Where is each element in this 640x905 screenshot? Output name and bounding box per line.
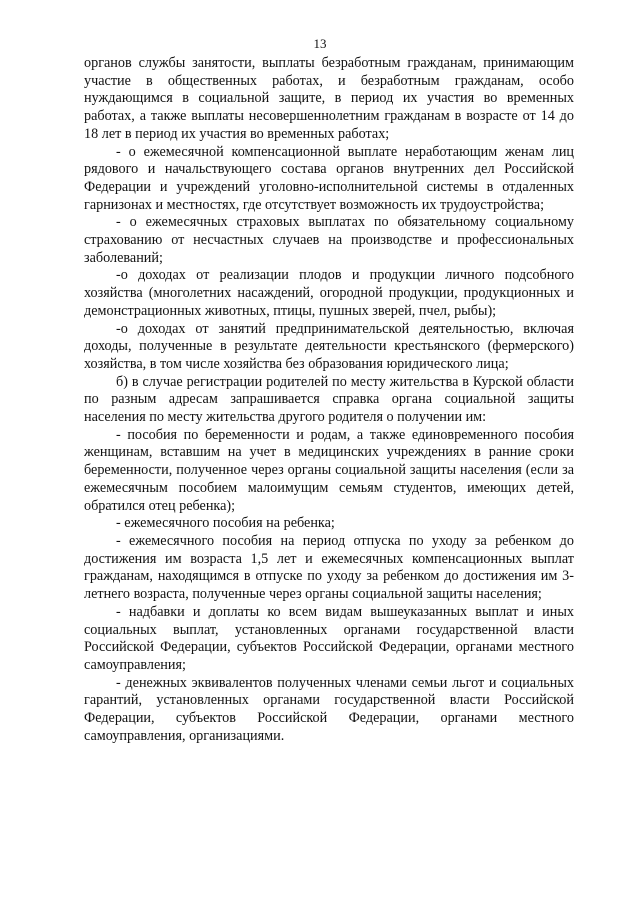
paragraph: - ежемесячного пособия на период отпуска по уходу за ребенком до достижения им возраста 1,5 лет и ежемесячных компенсационных выплат гражданам, находящимся в отпуске по уходу за ребенком до достижения им 3-летнего возраста, полученные через органы социальной защиты населения; bbox=[84, 532, 574, 603]
paragraph: - ежемесячного пособия на ребенка; bbox=[116, 515, 335, 532]
paragraph: - пособия по беременности и родам, а также единовременного пособия женщинам, вставшим на учет в медицинских учреждениях в ранние сроки беременности, полученное через органы социальной защиты населения (если за ежемесячным пособием малоимущим семьям студентов, имеющих детей, обратился отец ребенка); bbox=[84, 426, 574, 514]
paragraph: -о доходах от занятий предпринимательской деятельностью, включая доходы, полученные в результате деятельности крестьянского (фермерского) хозяйства, в том числе хозяйства без образования юридического лица; bbox=[84, 320, 574, 372]
paragraph: - о ежемесячной компенсационной выплате неработающим женам лиц рядового и начальствующего состава органов внутренних дел Российской Федерации и учреждений уголовно-исполнительной системы в отдаленных гарнизонах и местностях, где отсутствует возможность их трудоустройства; bbox=[84, 143, 574, 213]
paragraph: - о ежемесячных страховых выплатах по обязательному социальному страхованию от несчастных случаев на производстве и профессиональных заболеваний; bbox=[84, 214, 574, 266]
document-body bbox=[84, 55, 574, 745]
paragraph: - денежных эквивалентов полученных членами семьи льгот и социальных гарантий, установленных органами государственной власти Российской Федерации, субъектов Российской Федерации, органами местного самоуправления, организациями. bbox=[84, 674, 574, 744]
paragraph: -о доходах от реализации плодов и продукции личного подсобного хозяйства (многолетних насаждений, огородной продукции, продукционных и демонстрационных животных, птицы, пушных зверей, пчел, рыбы); bbox=[84, 267, 574, 319]
paragraph: б) в случае регистрации родителей по месту жительства в Курской области по разным адресам запрашивается справка органа социальной защиты населения по месту жительства другого родителя о получении им: bbox=[84, 373, 574, 426]
paragraph: - надбавки и доплаты ко всем видам вышеуказанных выплат и иных социальных выплат, установленных органами государственной власти Российской Федерации, субъектов Российской Федерации, органами местного самоуправления; bbox=[84, 603, 574, 673]
page-number: 13 bbox=[313, 36, 327, 51]
paragraph: органов службы занятости, выплаты безработным гражданам, принимающим участие в общественных работах, и безработным гражданам, особо нуждающимся в социальной защите, в период их участия во временных работах, а также выплаты несовершеннолетним гражданам в возрасте от 14 до 18 лет в период их участия во временных работах; bbox=[84, 55, 574, 142]
